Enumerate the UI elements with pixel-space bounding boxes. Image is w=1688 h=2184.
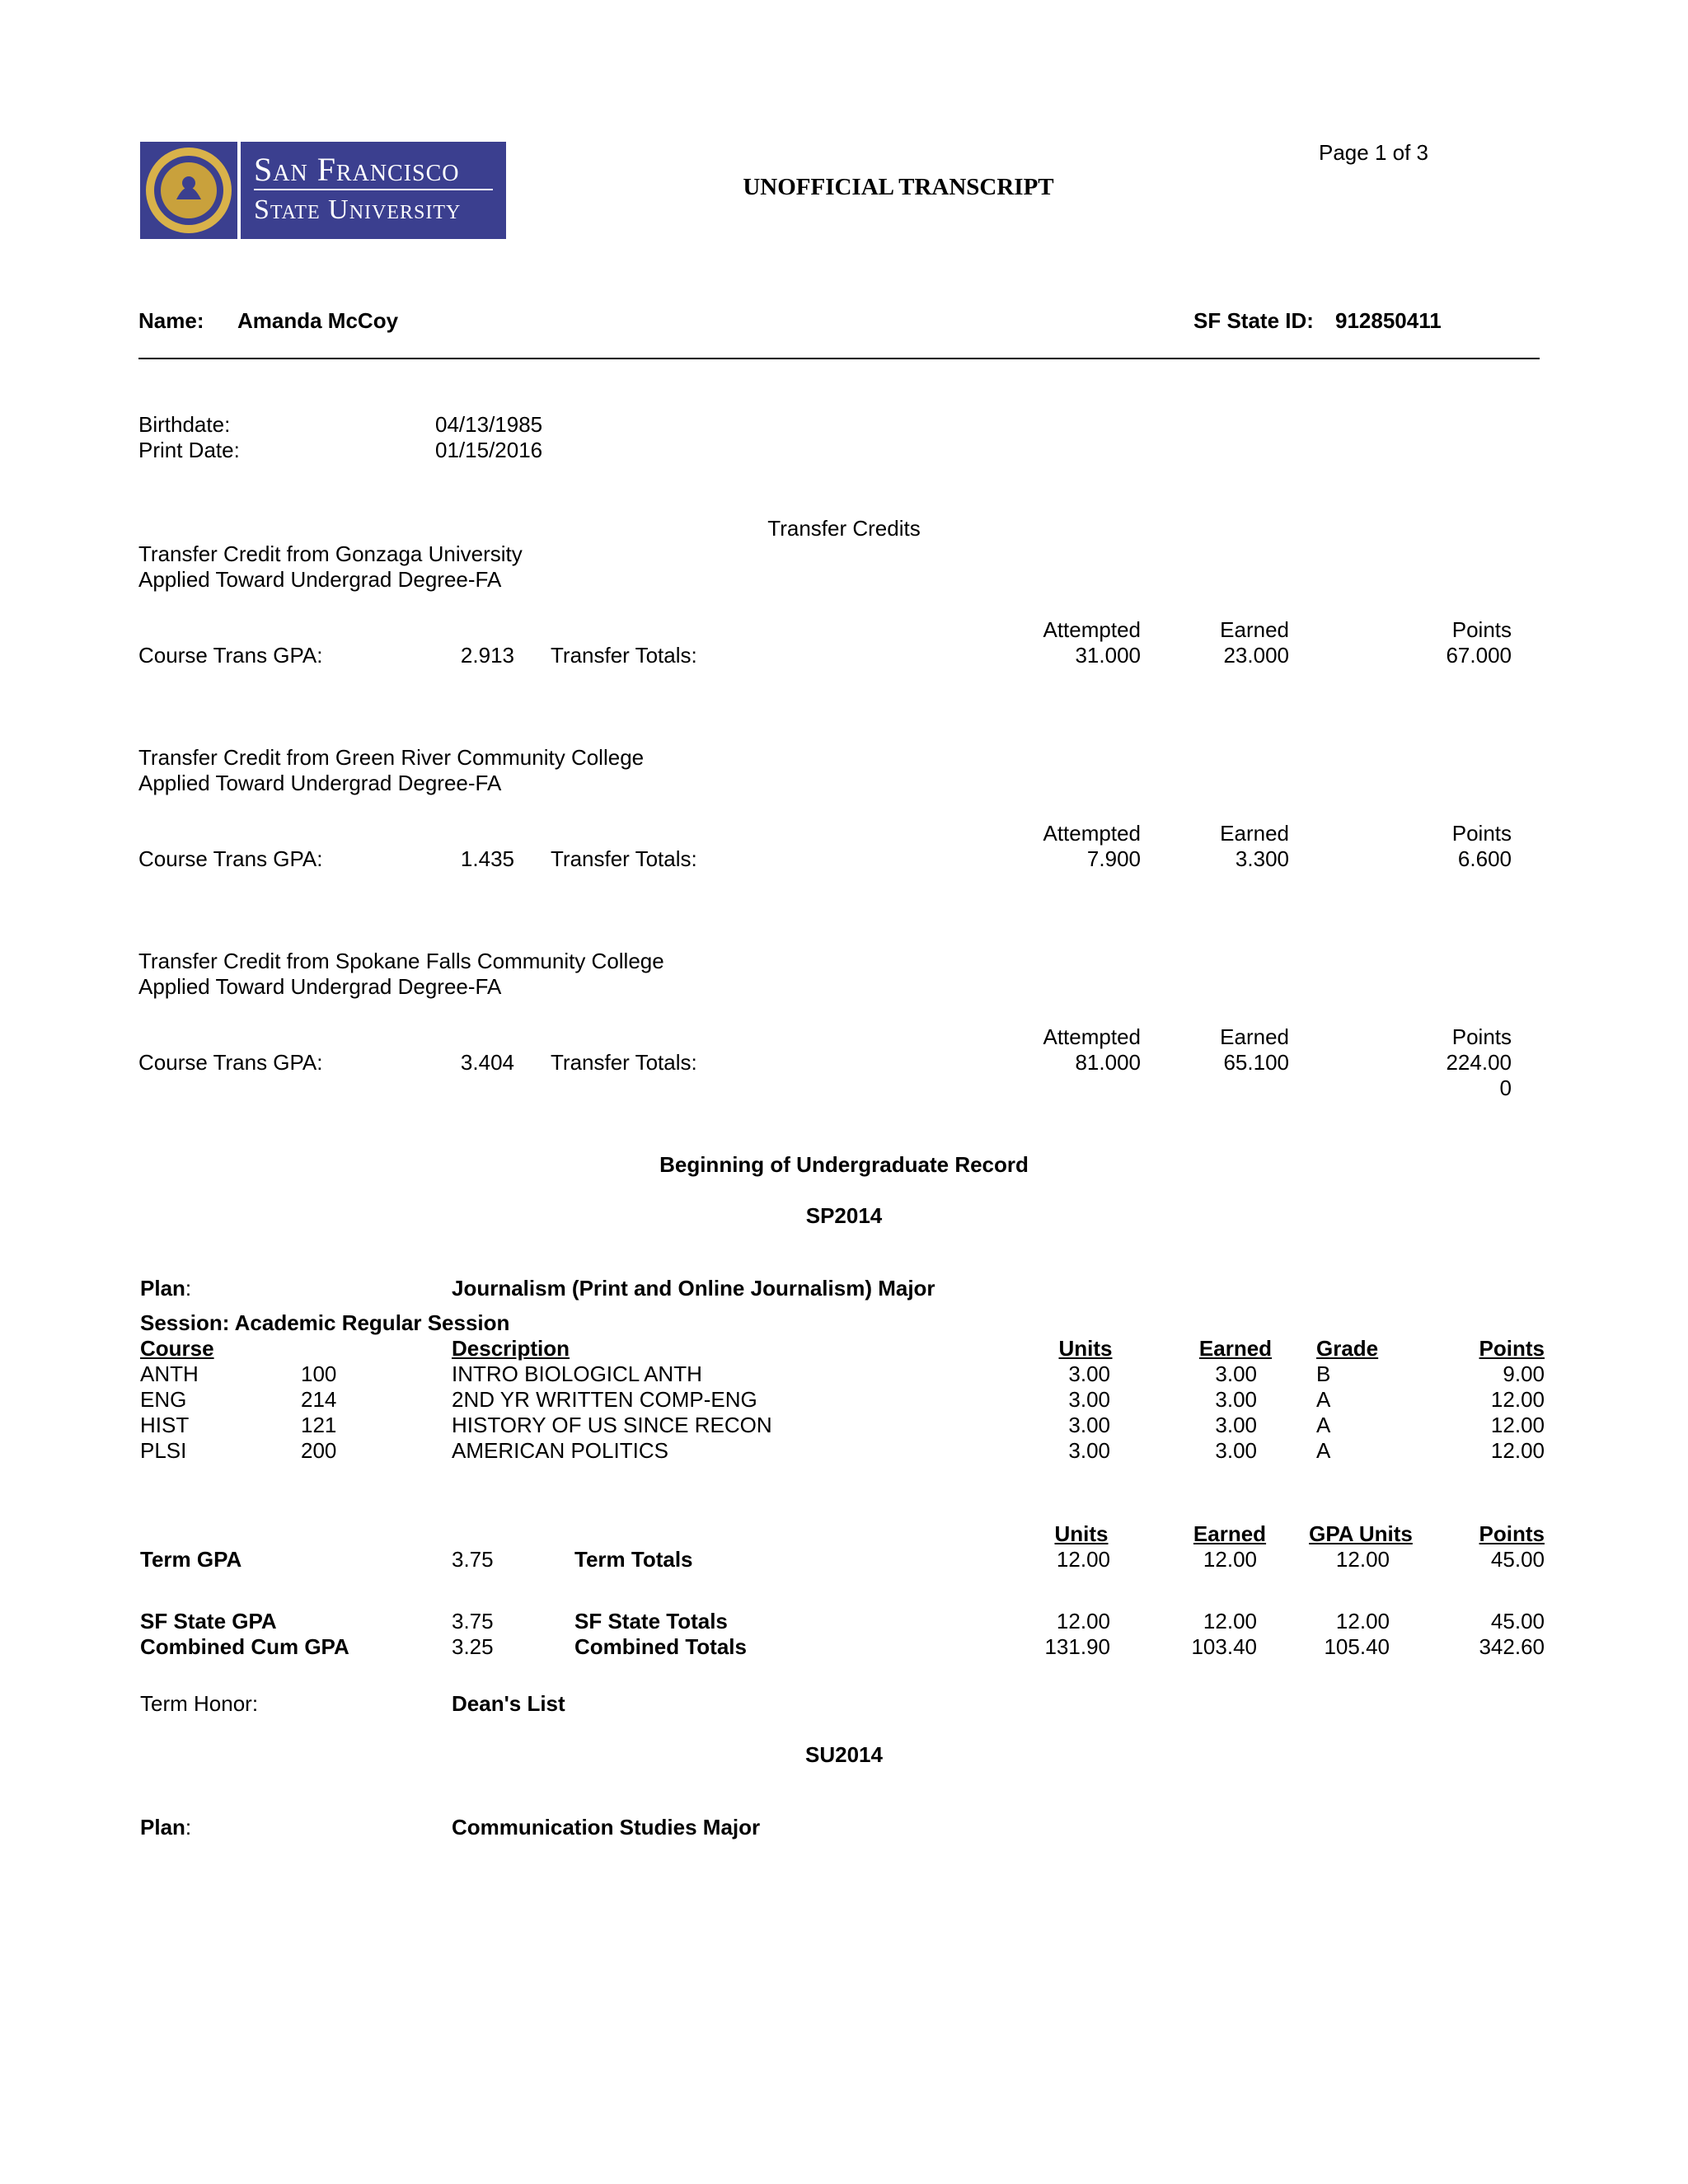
points-header: Points bbox=[1479, 1336, 1545, 1361]
term-honor-label: Term Honor: bbox=[140, 1691, 259, 1716]
course-number: 214 bbox=[301, 1387, 337, 1412]
sf-gpa-units: 12.00 bbox=[1335, 1609, 1390, 1633]
transfer-credits-heading: Transfer Credits bbox=[767, 516, 921, 541]
course-grade: B bbox=[1316, 1361, 1331, 1386]
print-date-label: Print Date: bbox=[138, 438, 240, 462]
term-units: 12.00 bbox=[1056, 1547, 1110, 1572]
earned-header: Earned bbox=[1220, 617, 1289, 642]
course-earned: 3.00 bbox=[1215, 1438, 1257, 1463]
attempted-header: Attempted bbox=[1043, 617, 1141, 642]
grade-header: Grade bbox=[1316, 1336, 1379, 1361]
course-earned: 3.00 bbox=[1215, 1387, 1257, 1412]
trans-gpa-value: 1.435 bbox=[460, 846, 514, 871]
term-gpa-units: 12.00 bbox=[1335, 1547, 1390, 1572]
logo-line-2: State University bbox=[254, 194, 462, 225]
course-units: 3.00 bbox=[1068, 1413, 1110, 1437]
trans-gpa-label: Course Trans GPA: bbox=[138, 846, 323, 871]
print-date-value: 01/15/2016 bbox=[435, 438, 543, 462]
points-value: 67.000 bbox=[1446, 643, 1512, 668]
course-subject: PLSI bbox=[140, 1438, 187, 1463]
course-units: 3.00 bbox=[1068, 1361, 1110, 1386]
birthdate-label: Birthdate: bbox=[138, 412, 231, 437]
sf-gpa-label: SF State GPA bbox=[140, 1609, 277, 1633]
course-description: 2ND YR WRITTEN COMP-ENG bbox=[452, 1387, 757, 1412]
cum-gpa-value: 3.25 bbox=[452, 1634, 494, 1659]
university-logo bbox=[140, 142, 506, 239]
term-gpa-value: 3.75 bbox=[452, 1547, 494, 1572]
totals-gpa-units-header: GPA Units bbox=[1309, 1521, 1413, 1546]
earned-value: 65.100 bbox=[1223, 1050, 1289, 1075]
plan-label-text: Plan bbox=[140, 1276, 185, 1301]
record-heading: Beginning of Undergraduate Record bbox=[659, 1152, 1029, 1177]
course-number: 100 bbox=[301, 1361, 337, 1386]
plan-value: Communication Studies Major bbox=[452, 1815, 761, 1840]
student-id: 912850411 bbox=[1335, 308, 1442, 333]
plan-value: Journalism (Print and Online Journalism) Major bbox=[452, 1276, 935, 1301]
term-totals-label: Term Totals bbox=[574, 1547, 693, 1572]
course-units: 3.00 bbox=[1068, 1438, 1110, 1463]
sf-units: 12.00 bbox=[1056, 1609, 1110, 1633]
student-id-label: SF State ID: bbox=[1193, 308, 1314, 333]
attempted-header: Attempted bbox=[1043, 821, 1141, 846]
sf-gpa-value: 3.75 bbox=[452, 1609, 494, 1633]
course-grade: A bbox=[1316, 1438, 1331, 1463]
trans-gpa-value: 2.913 bbox=[460, 643, 514, 668]
header-divider bbox=[138, 358, 1540, 359]
plan-label bbox=[140, 1815, 191, 1840]
page-number: Page 1 of 3 bbox=[1319, 140, 1428, 165]
totals-points-header: Points bbox=[1479, 1521, 1545, 1546]
points-value: 6.600 bbox=[1457, 846, 1512, 871]
term-heading: SU2014 bbox=[805, 1742, 883, 1767]
term-gpa-label: Term GPA bbox=[140, 1547, 242, 1572]
course-grade: A bbox=[1316, 1387, 1331, 1412]
course-points: 12.00 bbox=[1490, 1413, 1545, 1437]
points-value: 224.00 bbox=[1446, 1050, 1512, 1075]
description-header: Description bbox=[452, 1336, 570, 1361]
sf-totals-label: SF State Totals bbox=[574, 1609, 728, 1633]
course-points: 12.00 bbox=[1490, 1438, 1545, 1463]
plan-label bbox=[140, 1276, 191, 1301]
earned-value: 23.000 bbox=[1223, 643, 1289, 668]
session-label: Session: Academic Regular Session bbox=[140, 1310, 510, 1335]
course-earned: 3.00 bbox=[1215, 1361, 1257, 1386]
cum-units: 131.90 bbox=[1044, 1634, 1110, 1659]
plan-label-text: Plan bbox=[140, 1815, 185, 1840]
transfer-institution: Transfer Credit from Gonzaga University bbox=[138, 541, 523, 566]
points-value-continued: 0 bbox=[1499, 1076, 1512, 1100]
transfer-totals-label: Transfer Totals: bbox=[551, 1050, 697, 1075]
cum-points: 342.60 bbox=[1479, 1634, 1545, 1659]
cum-totals-label: Combined Totals bbox=[574, 1634, 747, 1659]
trans-gpa-value: 3.404 bbox=[460, 1050, 514, 1075]
transfer-institution: Transfer Credit from Green River Community College bbox=[138, 745, 645, 770]
transfer-totals-label: Transfer Totals: bbox=[551, 846, 697, 871]
term-earned: 12.00 bbox=[1203, 1547, 1257, 1572]
units-header: Units bbox=[1058, 1336, 1113, 1361]
course-units: 3.00 bbox=[1068, 1387, 1110, 1412]
trans-gpa-label: Course Trans GPA: bbox=[138, 643, 323, 668]
course-description: AMERICAN POLITICS bbox=[452, 1438, 668, 1463]
cum-gpa-units: 105.40 bbox=[1324, 1634, 1390, 1659]
page-title: UNOFFICIAL TRANSCRIPT bbox=[743, 174, 1054, 200]
course-subject: ENG bbox=[140, 1387, 187, 1412]
points-header: Points bbox=[1451, 1024, 1512, 1049]
logo-line-1: San Francisco bbox=[254, 151, 460, 188]
course-description: HISTORY OF US SINCE RECON bbox=[452, 1413, 772, 1437]
plan-label-colon: : bbox=[185, 1276, 192, 1301]
university-wordmark bbox=[241, 142, 506, 239]
transfer-applied: Applied Toward Undergrad Degree-FA bbox=[138, 771, 502, 795]
attempted-value: 7.900 bbox=[1086, 846, 1141, 871]
attempted-header: Attempted bbox=[1043, 1024, 1141, 1049]
name-label: Name: bbox=[138, 308, 204, 333]
course-subject: HIST bbox=[140, 1413, 190, 1437]
cum-gpa-label: Combined Cum GPA bbox=[140, 1634, 349, 1659]
attempted-value: 81.000 bbox=[1075, 1050, 1141, 1075]
course-number: 121 bbox=[301, 1413, 337, 1437]
course-description: INTRO BIOLOGICL ANTH bbox=[452, 1361, 702, 1386]
course-subject: ANTH bbox=[140, 1361, 199, 1386]
points-header: Points bbox=[1451, 821, 1512, 846]
transfer-applied: Applied Toward Undergrad Degree-FA bbox=[138, 974, 502, 999]
sf-points: 45.00 bbox=[1490, 1609, 1545, 1633]
term-points: 45.00 bbox=[1490, 1547, 1545, 1572]
transfer-applied: Applied Toward Undergrad Degree-FA bbox=[138, 567, 502, 592]
earned-header: Earned bbox=[1220, 821, 1289, 846]
sf-earned: 12.00 bbox=[1203, 1609, 1257, 1633]
course-grade: A bbox=[1316, 1413, 1331, 1437]
course-points: 9.00 bbox=[1503, 1361, 1545, 1386]
student-name: Amanda McCoy bbox=[237, 308, 399, 333]
earned-value: 3.300 bbox=[1235, 846, 1289, 871]
university-seal-icon bbox=[140, 142, 237, 239]
term-honor-value: Dean's List bbox=[452, 1691, 565, 1716]
birthdate-value: 04/13/1985 bbox=[435, 412, 543, 437]
transfer-institution: Transfer Credit from Spokane Falls Community College bbox=[138, 949, 664, 973]
earned-header: Earned bbox=[1198, 1336, 1273, 1361]
term-heading: SP2014 bbox=[805, 1203, 883, 1228]
points-header: Points bbox=[1451, 617, 1512, 642]
course-points: 12.00 bbox=[1490, 1387, 1545, 1412]
cum-earned: 103.40 bbox=[1191, 1634, 1257, 1659]
trans-gpa-label: Course Trans GPA: bbox=[138, 1050, 323, 1075]
course-header: Course bbox=[140, 1336, 214, 1361]
plan-label-colon: : bbox=[185, 1815, 192, 1840]
totals-units-header: Units bbox=[1054, 1521, 1109, 1546]
totals-earned-header: Earned bbox=[1193, 1521, 1267, 1546]
attempted-value: 31.000 bbox=[1075, 643, 1141, 668]
course-earned: 3.00 bbox=[1215, 1413, 1257, 1437]
course-number: 200 bbox=[301, 1438, 337, 1463]
transfer-totals-label: Transfer Totals: bbox=[551, 643, 697, 668]
earned-header: Earned bbox=[1220, 1024, 1289, 1049]
